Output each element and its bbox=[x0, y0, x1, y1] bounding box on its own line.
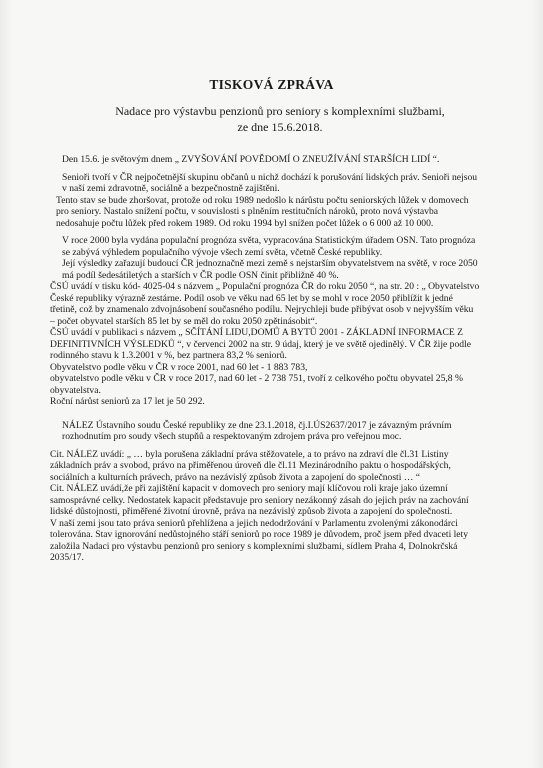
paragraph-population-forecast: V roce 2000 byla vydána populační prognóza světa, vypracována Statistickým úřadem OSN. Tato prognóza se zabývá výhledem populačního vývoje všech zemí světa, včetně České republiky. bbox=[62, 235, 476, 258]
paragraph-csu-forecast: ČSÚ uvádí v tisku kód- 4025-04 s názvem „ Populační prognóza ČR do roku 2050 “, na str. 20 : „ Obyvatelstvo České republiky výrazně zestárne. Podíl osob ve věku nad 65 let by se mohl v roce 2050 přiblížit k jedné třetině, což by znamenalo zdvojnásobení současného podílu. Nejrychleji bude přibývat osob v nejvyšším věku – počet obyvatel starších 85 let by se měl do roku 2050 zpětinásobit“. bbox=[50, 281, 480, 327]
paragraph-foundation: V naší zemi jsou tato práva seniorů přehlížena a jejich nedodržování v Parlamentu zvolenými zákonodárci tolerována. Stav ignorování nedůstojného stáří seniorů po roce 1989 je důvodem, proč jsem před dvaceti lety založila Nadaci pro výstavbu penzionů pro seniory s komplexními službami, sídlem Praha 4, Dolnokrčská 2035/17. bbox=[50, 517, 469, 563]
paragraph-forecast-results: Její výsledky zařazují budoucí ČR jednoznačně mezi země s nejstarším obyvatelstvem na světě, v roce 2050 má podíl šedesátiletých a starších v ČR podle OSN činit přibližně 40 %. bbox=[62, 258, 478, 281]
paragraph-bed-capacity: Tento stav se bude zhoršovat, protože od roku 1989 nedošlo k nárůstu počtu seniorských lůžek v domovech pro seniory. Nastalo snížení počtu, v souvislosti s plněním restitučních nároků, proto nová výstavba nedosahuje počtu lůžek před rokem 1989. Od roku 1994 byl snížen počet lůžek o 6 000 až 10 000. bbox=[56, 194, 469, 229]
paragraph-csu-census: ČSÚ uvádí v publikaci s názvem „ SČÍTÁNÍ LIDU,DOMŮ A BYTŮ 2001 - ZÁKLADNÍ INFORMACE Z DEFINITIVNÍCH VÝSLEDKŮ “, v červenci 2002 na str. 9 údaj, který je ve světě ojedinělý. V ČR žije podle rodinného stavu k 1.3.2001 v %, bez partnera 83,2 % seniorů. bbox=[50, 327, 471, 361]
paragraph-seniors-rights: Senioři tvoří v ČR nejpočetnější skupinu občanů u nichž dochází k porušování lidských práv. Senioři nejsou v naší zemi zdravotně, sociálně a bezpečnostně zajištěni. bbox=[62, 171, 478, 194]
document-body bbox=[50, 154, 480, 564]
document-subtitle bbox=[60, 103, 500, 135]
subtitle-line-2: ze dne 15.6.2018. bbox=[237, 120, 323, 134]
paragraph-ruling-quote-2: Cit. NÁLEZ uvádí,že při zajištění kapacit v domovech pro seniory mají klíčovou roli kraje jako územní samosprávné celky. Nedostatek kapacit představuje pro seniory nezákonný zásah do jejich práv na zachování lidské důstojnosti, přiměřené životní úrovně, práva na nezávislý způsob života a zapojení do společnosti. bbox=[50, 483, 469, 517]
paragraph-world-day: Den 15.6. je světovým dnem „ ZVYŠOVÁNÍ POVĚDOMÍ O ZNEUŽÍVÁNÍ STARŠÍCH LIDÍ “. bbox=[62, 154, 440, 165]
subtitle-line-1: Nadace pro výstavbu penzionů pro seniory s komplexními službami, bbox=[115, 104, 445, 118]
paragraph-ruling-quote-1: Cit. NÁLEZ uvádí: „ … byla porušena základní práva stěžovatele, a to právo na zdraví dle čl.31 Listiny základních práv a svobod, právo na přiměřenou úroveň dle čl.11 Mezinárodního paktu o hospodářských, sociálních a kulturních právech, právo na nezávislý způsob života a zapojení do společnosti … “ bbox=[50, 448, 451, 483]
paragraph-court-ruling: NÁLEZ Ústavního soudu České republiky ze dne 23.1.2018, čj.I.ÚS2637/2017 je závazným právním rozhodnutím pro soudy všech stupňů a respektovaným zdrojem práva pro veřejnou moc. bbox=[62, 419, 452, 442]
paragraph-annual-growth: Roční nárůst seniorů za 17 let je 50 292. bbox=[50, 396, 205, 407]
document-title: TISKOVÁ ZPRÁVA bbox=[209, 77, 334, 92]
paragraph-population-2017: obyvatelstvo podle věku v ČR v roce 2017, nad 60 let - 2 738 751, tvoří z celkového počtu obyvatel 25,8 % obyvatelstva. bbox=[50, 373, 463, 396]
paragraph-population-2001: Obyvatelstvo podle věku v ČR v roce 2001, nad 60 let - 1 883 783, bbox=[50, 361, 308, 373]
